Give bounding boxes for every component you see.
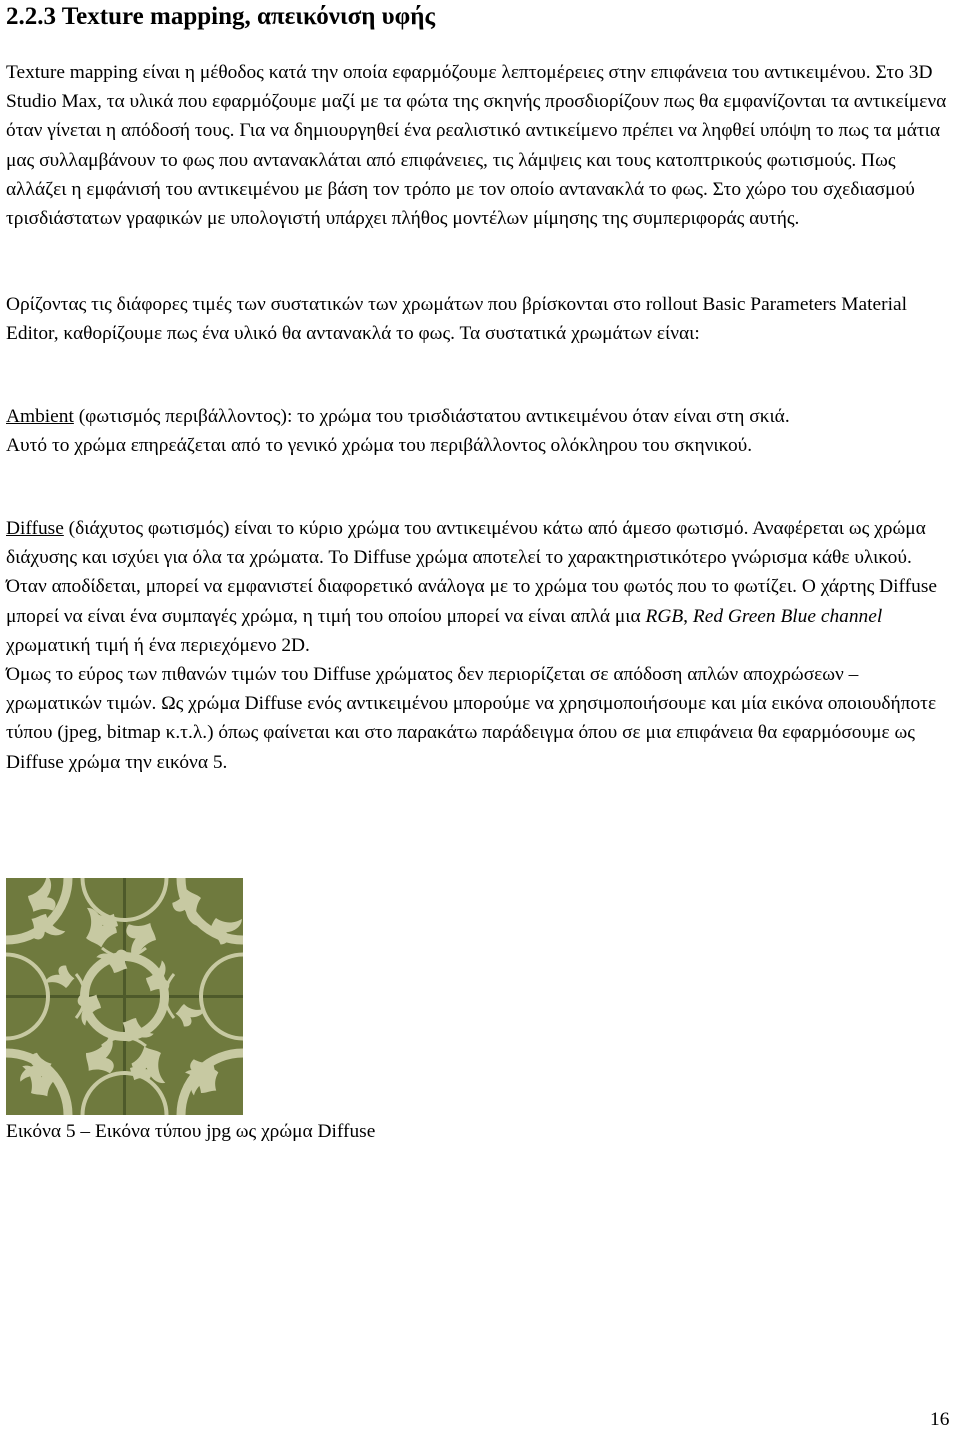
ambient-section [6, 402, 954, 460]
diffuse-term: Diffuse [6, 518, 64, 539]
diffuse-channel: Red Green Blue channel [692, 605, 883, 627]
diffuse-text-part1: (διάχυτος φωτισμός) είναι το κύριο χρώμα του αντικειμένου κάτω από άμεσο φωτισμό. Αναφέρεται ως χρώμα διάχυσης και ισχύει για όλα τα χρώματα. Το Diffuse χρώμα αποτελεί το χαρακτηριστικότερο γνώρισμα κάθε υλικού. Όταν αποδίδεται, μπορεί να εμφανιστεί διαφορετικό ανάλογα με το χρώμα του φωτός που το φωτίζει. Ο χάρτης Diffuse μπορεί να είναι ένα συμπαγές χρώμα, η τιμή του οποίου μπορεί να είναι απλά μια [6, 518, 937, 627]
diffuse-continuation: Όμως το εύρος των πιθανών τιμών του Diffuse χρώματος δεν περιορίζεται σε απόδοση απλών αποχρώσεων – χρωματικών τιμών. Ως χρώμα Diffuse ενός αντικειμένου μπορούμε να χρησιμοποιήσουμε και μία εικόνα οποιουδήποτε τύπου (jpeg, bitmap κ.τ.λ.) όπως φαίνεται και στο παρακάτω παράδειγμα όπου σε μια επιφάνεια θα εφαρμόσουμε ως Diffuse χρώμα την εικόνα 5. [6, 664, 937, 773]
tile-texture-image [6, 878, 243, 1115]
intro-paragraph: Texture mapping είναι η μέθοδος κατά την οποία εφαρμόζουμε λεπτομέρειες στην επιφάνεια του αντικειμένου. Στο 3D Studio Max, τα υλικά που εφαρμόζουμε μαζί με τα φώτα της σκηνής προσδιορίζουν πως θα εμφανίζονται τα αντικείμενα όταν γίνεται η απόδοσή τους. Για να δημιουργηθεί ένα ρεαλιστικό αντικείμενο πρέπει να ληφθεί υπόψη το πως τα μάτια μας συλλαμβάνουν το φως που αντανακλάται από επιφάνειες, τις λάμψεις και τους κατοπτρικούς φωτισμούς. Πως αλλάζει η εμφάνισή του αντικειμένου με βάση τον τρόπο με τον οποίο αντανακλά το φως. Στο χώρο του σχεδιασμού τρισδιάστατων γραφικών με υπολογιστή υπάρχει πλήθος μοντέλων μίμησης της συμπεριφοράς αυτής. [6, 62, 947, 230]
components-paragraph: Ορίζοντας τις διάφορες τιμές των συστατικών των χρωμάτων που βρίσκονται στο rollout Basic Parameters Material Editor, καθορίζουμε πως ένα υλικό θα αντανακλά το φως. Τα συστατικά χρωμάτων είναι: [6, 294, 907, 345]
diffuse-text-part3: χρωματική τιμή ή ένα περιεχόμενο 2D. [6, 634, 310, 656]
diffuse-definition [6, 514, 954, 660]
ambient-definition [6, 402, 954, 431]
diffuse-rgb: RGB [645, 605, 684, 627]
diffuse-section [6, 514, 954, 777]
ambient-definition-text: (φωτισμός περιβάλλοντος): το χρώμα του τρισδιάστατου αντικειμένου όταν είναι στη σκιά. [73, 406, 790, 427]
ambient-term: Ambient [6, 406, 74, 427]
page-number: 16 [930, 1409, 950, 1430]
section-heading: 2.2.3 Texture mapping, απεικόνιση υφής [6, 3, 436, 30]
diffuse-text-part2: , [683, 605, 693, 627]
figure-diffuse-texture [6, 878, 243, 1115]
ambient-note: Αυτό το χρώμα επηρεάζεται από το γενικό χρώμα του περιβάλλοντος ολόκληρου του σκηνικού. [6, 435, 753, 457]
figure-caption: Εικόνα 5 – Εικόνα τύπου jpg ως χρώμα Diffuse [6, 1121, 376, 1142]
